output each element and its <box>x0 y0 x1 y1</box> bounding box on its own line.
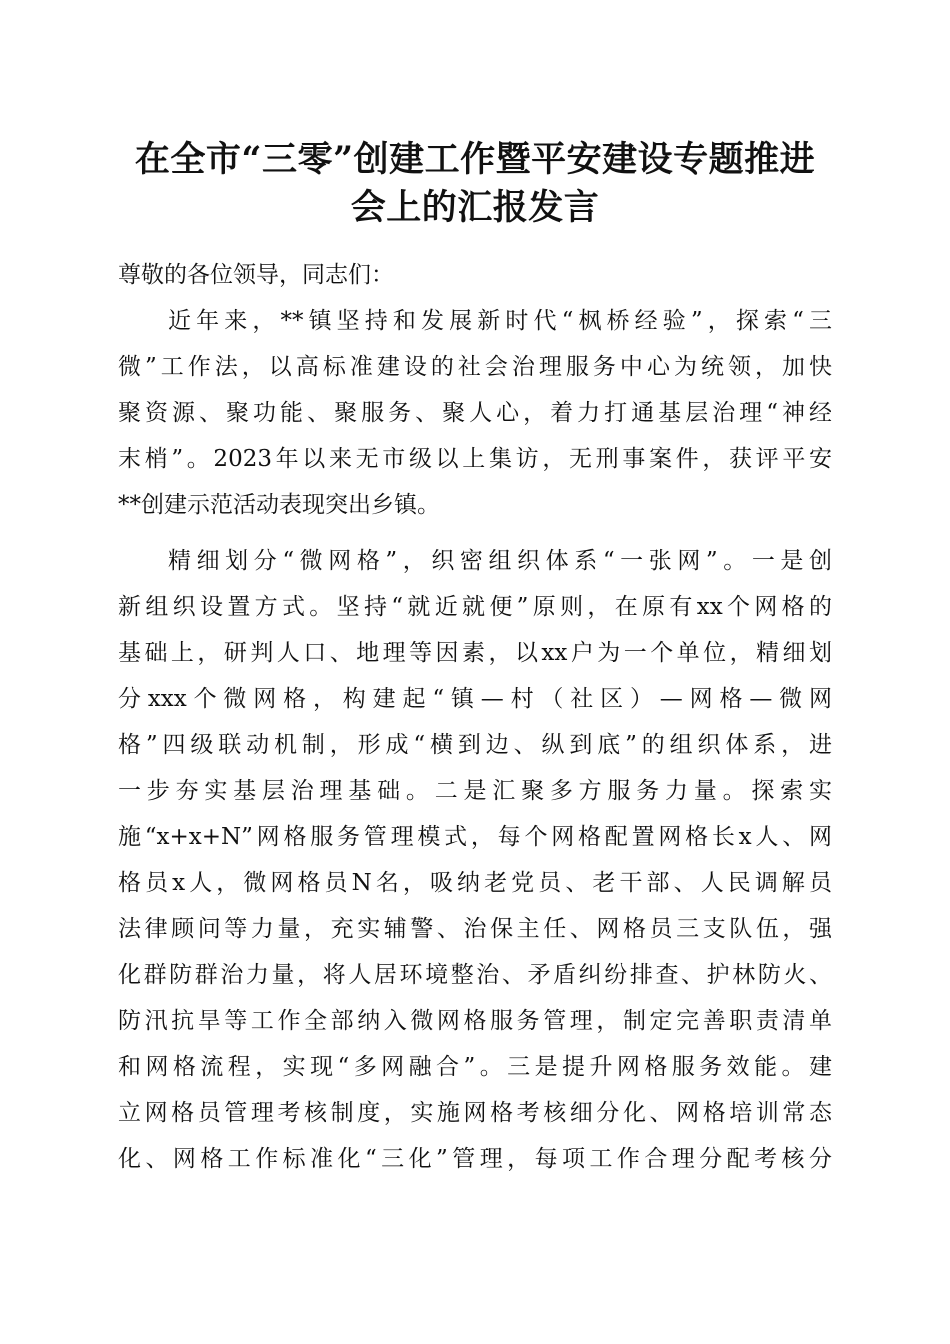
paragraph-line: 立网格员管理考核制度，实施网格考核细分化、网格培训常态 <box>118 1100 832 1126</box>
paragraph-1 <box>118 298 832 528</box>
paragraph-line: 一步夯实基层治理基础。二是汇聚多方服务力量。探索实 <box>118 778 832 804</box>
paragraph-line: 和网格流程，实现“多网融合”。三是提升网格服务效能。建 <box>118 1054 832 1080</box>
paragraph-line: 微”工作法，以高标准建设的社会治理服务中心为统领，加快 <box>118 354 832 380</box>
paragraph-line: 化群防群治力量，将人居环境整治、矛盾纠纷排查、护林防火、 <box>118 962 832 988</box>
paragraph-line: 聚资源、聚功能、聚服务、聚人心，着力打通基层治理“神经 <box>118 400 832 426</box>
paragraph-line: 近年来，**镇坚持和发展新时代“枫桥经验”，探索“三 <box>168 308 832 334</box>
paragraph-line: 施“x+x+N”网格服务管理模式，每个网格配置网格长x人、网 <box>118 824 832 850</box>
salutation: 尊敬的各位领导，同志们： <box>118 262 394 288</box>
paragraph-line: 法律顾问等力量，充实辅警、治保主任、网格员三支队伍，强 <box>118 916 832 942</box>
paragraph-line: 防汛抗旱等工作全部纳入微网格服务管理，制定完善职责清单 <box>118 1008 832 1034</box>
paragraph-line: 末梢”。2023年以来无市级以上集访，无刑事案件，获评平安 <box>118 446 832 472</box>
paragraph-spacer <box>118 528 832 538</box>
paragraph-line: 格员x人，微网格员N名，吸纳老党员、老干部、人民调解员 <box>118 870 832 896</box>
paragraph-line: 格”四级联动机制，形成“横到边、纵到底”的组织体系，进 <box>118 732 832 758</box>
paragraph-line: 基础上，研判人口、地理等因素，以xx户为一个单位，精细划 <box>118 640 832 666</box>
paragraph-line: 分xxx个微网格，构建起“镇—村（社区）—网格—微网 <box>118 686 832 712</box>
title-line: 会上的汇报发言 <box>350 187 600 228</box>
paragraph-line: 新组织设置方式。坚持“就近就便”原则，在原有xx个网格的 <box>118 594 832 620</box>
document-body <box>118 252 832 1182</box>
paragraph-line: 化、网格工作标准化“三化”管理，每项工作合理分配考核分 <box>118 1146 832 1172</box>
document-title <box>118 136 832 232</box>
paragraph-2 <box>118 538 832 1182</box>
title-line: 在全市“三零”创建工作暨平安建设专题推进 <box>134 139 816 180</box>
paragraph-line: 精细划分“微网格”，织密组织体系“一张网”。一是创 <box>168 548 832 574</box>
paragraph-line: **创建示范活动表现突出乡镇。 <box>118 492 440 518</box>
